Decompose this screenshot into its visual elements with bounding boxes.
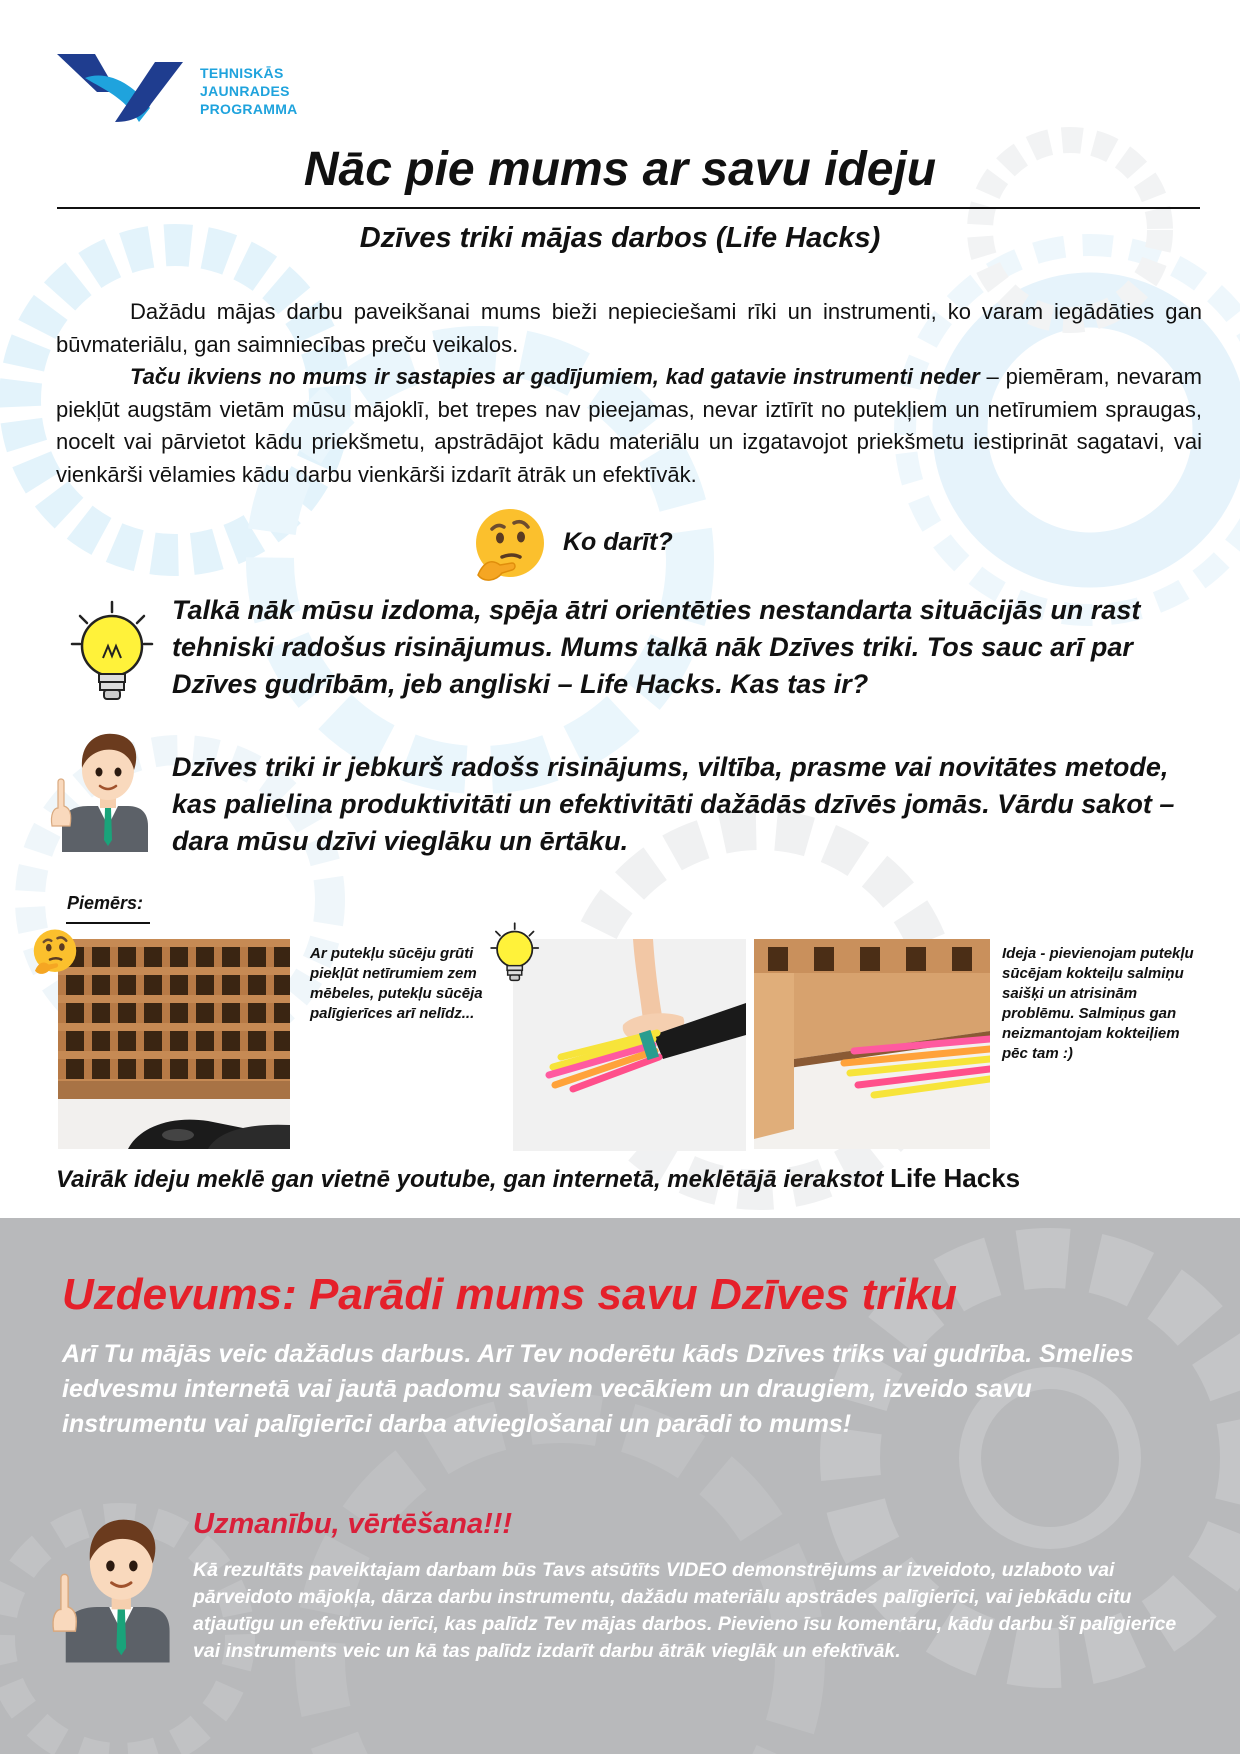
intro-paragraph-2	[56, 361, 1202, 491]
logo-text	[200, 64, 298, 118]
pointing-man-icon	[44, 722, 150, 852]
example-solution-caption: Ideja - pievienojam putekļu sūcējam kokteiļu salmiņu saišķi un atrisinām problēmu. Salmiņus gan neizmantojam kokteiļiem pēc tam :)	[1002, 945, 1194, 1062]
evaluation-body	[193, 1557, 1203, 1665]
thinking-face-icon	[470, 505, 550, 585]
definition-paragraph: Dzīves triki ir jebkurš radošs risinājums, viltība, prasme vai novitātes metode, kas palielina produktivitāti un efektivitāti dažādās dzīvēs jomās. Vārdu sakot – dara mūsu dzīvi vieglāku un ērtāku.	[172, 752, 1175, 856]
intro-emphasis: Taču ikviens no mums ir sastapies ar gadījumiem, kad gatavie instrumenti neder	[130, 364, 980, 389]
lightbulb-small-icon	[490, 922, 540, 984]
evaluation-video-word: VIDEO	[665, 1559, 727, 1581]
title-divider	[57, 207, 1200, 209]
program-logo-icon	[55, 52, 185, 124]
intro-paragraph-1: Dažādu mājas darbu paveikšanai mums bieži nepieciešami rīki un instrumenti, ko varam iegādāties gan būvmateriālu, gan saimniecības preču veikalos.	[56, 299, 1202, 357]
lightbulb-icon	[70, 600, 155, 705]
logo-line-1: TEHNISKĀS	[200, 65, 284, 81]
evaluation-body-start: Kā rezultāts paveiktajam darbam būs Tavs atsūtīts	[193, 1559, 666, 1581]
answer-paragraph: Talkā nāk mūsu izdoma, spēja ātri orientēties nestandarta situācijās un rast tehniski radošus risinājumus. Mums talkā nāk Dzīves triki. Tos sauc arī par Dzīves gudrībām, jeb angliski – Life Hacks. Kas tas ir?	[172, 595, 1141, 699]
example-problem-caption: Ar putekļu sūcēju grūti piekļūt netīrumiem zem mēbeles, putekļu sūcēja palīgierīces arī nelīdz...	[310, 945, 483, 1022]
question-label: Ko darīt?	[563, 528, 673, 556]
page-title: Nāc pie mums ar savu ideju	[303, 143, 937, 196]
thinking-face-small-icon	[30, 927, 80, 977]
pointing-man-large-icon	[44, 1505, 172, 1663]
intro-rest: – piemēram, nevaram piekļūt augstām vietām mūsu mājoklī, bet trepes nav pieejamas, nevar iztīrīt no putekļiem un netīrumiem spraugas, nocelt vai pārvietot kādu priekšmetu, apstrādājot kādu materiālu un izgatavojot priekšmetu iestiprināt sagatavi, vai vienkārši vēlamies kādu darbu vienkārši izdarīt ātrāk un efektīvāk.	[56, 364, 1202, 487]
photo-straws-on-hose	[513, 939, 746, 1151]
logo-line-2: JAUNRADES	[200, 83, 290, 99]
more-ideas-highlight: Life Hacks	[890, 1163, 1021, 1193]
more-ideas-text: Vairāk ideju meklē gan vietnē youtube, gan internetā, meklētājā ierakstot	[56, 1166, 891, 1193]
photo-furniture-vacuum	[58, 939, 290, 1149]
logo-line-3: PROGRAMMA	[200, 101, 298, 117]
evaluation-title: Uzmanību, vērtēšana!!!	[193, 1508, 513, 1540]
example-label: Piemērs:	[67, 893, 144, 913]
intro-text	[56, 296, 1202, 491]
photo-straws-under-furniture	[754, 939, 990, 1149]
task-title: Uzdevums: Parādi mums savu Dzīves triku	[62, 1270, 957, 1319]
more-ideas-line	[56, 1163, 1020, 1194]
example-label-underline	[66, 922, 150, 924]
evaluation-body-end: demonstrējums ar izveidoto, uzlaboto vai pārveidoto mājokļa, dārza darbu instrumentu, dažādu materiālu apstrādes palīgierīci, vai jebkādu citu atjautīgu un efektīvu ierīci, kas palīdz Tev mājas darbos. Pievieno īsu komentāru, kādu darbu šī palīgierīce vai instruments veic un kā tas palīdz izdarīt darbu ātrāk vieglāk un efektīvāk.	[193, 1559, 1177, 1662]
task-body: Arī Tu mājās veic dažādus darbus. Arī Tev noderētu kāds Dzīves triks vai gudrība. Smelies iedvesmu internetā vai jautā padomu saviem vecākiem un draugiem, izveido savu instrumentu vai palīgierīci darba atvieglošanai un parādi to mums!	[62, 1340, 1134, 1438]
page-subtitle: Dzīves triki mājas darbos (Life Hacks)	[359, 222, 881, 254]
